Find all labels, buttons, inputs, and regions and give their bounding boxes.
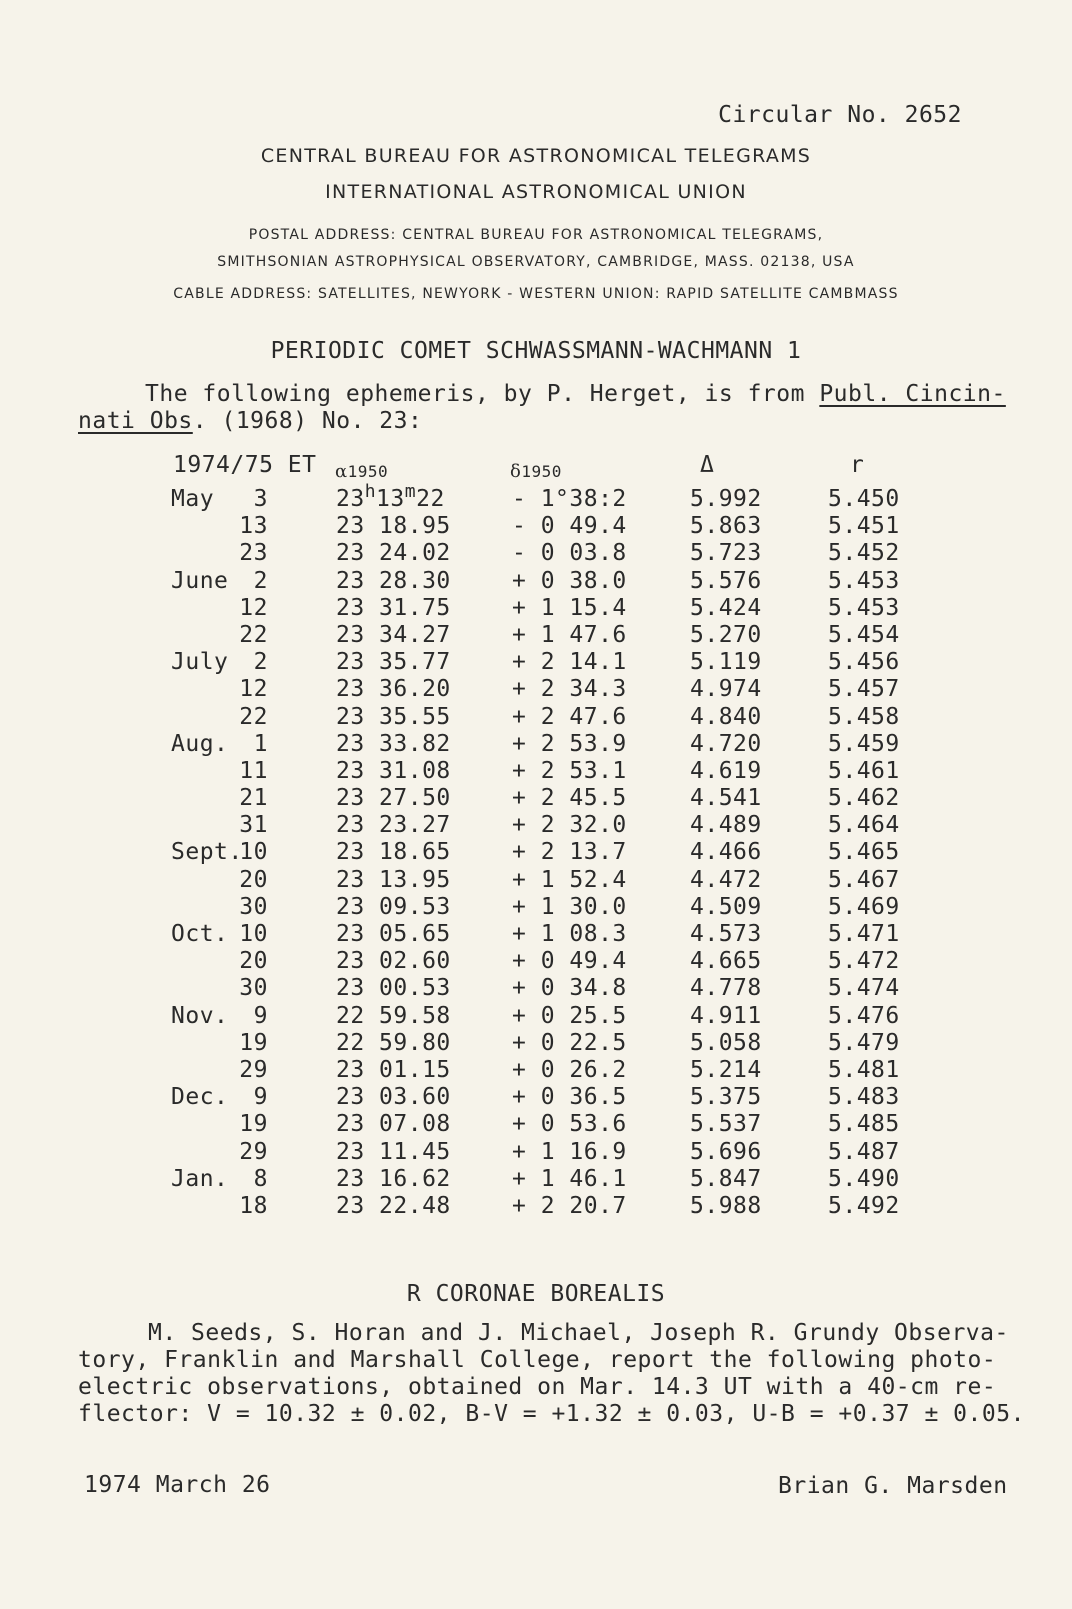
row-day: 13 — [239, 513, 268, 540]
column-header-date: 1974/75 ET — [173, 452, 317, 478]
row-ra: 23 16.62 — [336, 1165, 451, 1192]
rcb-paragraph-line: electric observations, obtained on Mar. 14.3 UT with a 40-cm re- — [78, 1374, 997, 1400]
row-r: 5.490 — [828, 1165, 900, 1192]
intro-text: The following ephemeris, by P. Herget, is from — [145, 381, 820, 407]
row-day: 11 — [239, 757, 268, 784]
comet-intro-line2 — [78, 408, 422, 434]
row-day: 21 — [239, 785, 268, 812]
row-ra: 23 18.95 — [336, 513, 451, 540]
row-month: July — [171, 649, 229, 676]
row-r: 5.492 — [828, 1192, 900, 1219]
row-r: 5.476 — [828, 1002, 900, 1029]
row-r: 5.479 — [828, 1029, 900, 1056]
table-row — [0, 921, 1072, 948]
row-day: 22 — [239, 703, 268, 730]
row-r: 5.452 — [828, 540, 900, 567]
table-row — [0, 867, 1072, 894]
row-delta: 5.375 — [690, 1084, 762, 1111]
table-row — [0, 568, 1072, 595]
row-r: 5.457 — [828, 676, 900, 703]
row-dec: + 2 34.3 — [512, 676, 627, 703]
row-ra: 23 18.65 — [336, 839, 451, 866]
row-delta: 4.778 — [690, 975, 762, 1002]
row-month: Aug. — [171, 730, 229, 757]
circular-date: 1974 March 26 — [84, 1472, 271, 1498]
row-day: 30 — [239, 975, 268, 1002]
rcb-paragraph-line: M. Seeds, S. Horan and J. Michael, Joseph R. Grundy Observa- — [148, 1320, 1009, 1346]
table-row — [0, 812, 1072, 839]
row-delta: 4.489 — [690, 812, 762, 839]
table-row — [0, 1057, 1072, 1084]
row-ra: 23 34.27 — [336, 621, 451, 648]
row-day: 12 — [239, 594, 268, 621]
row-delta: 4.541 — [690, 785, 762, 812]
circular-number: Circular No. 2652 — [718, 102, 962, 128]
row-month: Dec. — [171, 1084, 229, 1111]
row-ra: 23 36.20 — [336, 676, 451, 703]
row-month: May — [171, 486, 215, 512]
row-r: 5.451 — [828, 513, 900, 540]
table-row — [0, 481, 1072, 513]
ephemeris-table — [0, 481, 1072, 1220]
row-dec: - 0 03.8 — [512, 540, 627, 567]
observatory-address-line: SMITHSONIAN ASTROPHYSICAL OBSERVATORY, CAMBRIDGE, MASS. 02138, USA — [217, 254, 855, 270]
table-row — [0, 540, 1072, 567]
row-day: 9 — [253, 1002, 268, 1029]
row-dec: + 0 38.0 — [512, 567, 627, 594]
table-row — [0, 1084, 1072, 1111]
postal-address-line: POSTAL ADDRESS: CENTRAL BUREAU FOR ASTRONOMICAL TELEGRAMS, — [248, 227, 824, 243]
table-row — [0, 622, 1072, 649]
row-day: 20 — [239, 866, 268, 893]
table-row — [0, 649, 1072, 676]
intro-text-tail: . (1968) No. 23: — [192, 408, 423, 434]
column-header-r: r — [850, 452, 865, 478]
row-r: 5.485 — [828, 1111, 900, 1138]
table-row — [0, 1193, 1072, 1220]
row-ra: 23 02.60 — [336, 948, 451, 975]
rcb-paragraph-line: flector: V = 10.32 ± 0.02, B-V = +1.32 ± 0.03, U-B = +0.37 ± 0.05. — [78, 1401, 1025, 1427]
row-ra: 23 05.65 — [336, 921, 451, 947]
table-row — [0, 1166, 1072, 1193]
row-r: 5.481 — [828, 1056, 900, 1083]
row-month: Nov. — [171, 1002, 229, 1029]
row-delta: 4.509 — [690, 893, 762, 920]
table-row — [0, 704, 1072, 731]
cable-address-line: CABLE ADDRESS: SATELLITES, NEWYORK - WESTERN UNION: RAPID SATELLITE CAMBMASS — [173, 286, 899, 302]
row-delta: 5.988 — [690, 1192, 762, 1219]
row-ra: 23 09.53 — [336, 893, 451, 920]
editor-signature: Brian G. Marsden — [778, 1473, 1008, 1499]
table-row — [0, 758, 1072, 785]
row-r: 5.453 — [828, 567, 900, 594]
row-delta: 4.911 — [690, 1002, 762, 1029]
row-ra: 23 01.15 — [336, 1056, 451, 1083]
column-header-ra: α1950 — [335, 461, 389, 482]
row-month: June — [171, 567, 229, 594]
row-dec: + 2 13.7 — [512, 839, 627, 866]
row-r: 5.450 — [828, 486, 900, 512]
table-row — [0, 1003, 1072, 1030]
row-ra: 23 03.60 — [336, 1084, 451, 1111]
table-row — [0, 785, 1072, 812]
row-r: 5.487 — [828, 1138, 900, 1165]
table-row — [0, 1139, 1072, 1166]
publication-ref-part1: Publ. Cincin- — [819, 381, 1006, 407]
bureau-name: CENTRAL BUREAU FOR ASTRONOMICAL TELEGRAMS — [260, 145, 812, 167]
row-ra: 23 24.02 — [336, 540, 451, 567]
row-r: 5.465 — [828, 839, 900, 866]
table-row — [0, 676, 1072, 703]
row-day: 2 — [253, 649, 268, 676]
table-row — [0, 894, 1072, 921]
row-ra: 23 22.48 — [336, 1192, 451, 1219]
row-delta: 4.665 — [690, 948, 762, 975]
row-delta: 5.058 — [690, 1029, 762, 1056]
row-ra: 23 35.55 — [336, 703, 451, 730]
row-day: 29 — [239, 1138, 268, 1165]
row-ra: 23 00.53 — [336, 975, 451, 1002]
row-ra: 23 23.27 — [336, 812, 451, 839]
row-dec: + 1 08.3 — [512, 921, 627, 947]
row-ra: 23 28.30 — [336, 567, 451, 594]
column-header-delta: Δ — [700, 452, 715, 478]
row-dec: + 2 53.9 — [512, 730, 627, 757]
row-delta: 4.472 — [690, 866, 762, 893]
row-delta: 4.466 — [690, 839, 762, 866]
row-delta: 5.723 — [690, 540, 762, 567]
publication-ref-part2: nati Obs — [78, 408, 193, 434]
row-ra: 22 59.80 — [336, 1029, 451, 1056]
row-delta: 5.576 — [690, 567, 762, 594]
row-r: 5.474 — [828, 975, 900, 1002]
table-row — [0, 975, 1072, 1002]
row-dec: + 1 16.9 — [512, 1138, 627, 1165]
row-day: 19 — [239, 1029, 268, 1056]
row-dec: + 2 32.0 — [512, 812, 627, 839]
row-delta: 5.847 — [690, 1165, 762, 1192]
row-dec: + 0 34.8 — [512, 975, 627, 1002]
row-r: 5.461 — [828, 757, 900, 784]
union-name: INTERNATIONAL ASTRONOMICAL UNION — [325, 181, 747, 203]
row-dec: + 0 26.2 — [512, 1056, 627, 1083]
row-r: 5.458 — [828, 703, 900, 730]
row-dec: + 1 15.4 — [512, 594, 627, 621]
row-day: 12 — [239, 676, 268, 703]
row-delta: 5.537 — [690, 1111, 762, 1138]
row-r: 5.469 — [828, 893, 900, 920]
row-delta: 4.974 — [690, 676, 762, 703]
row-dec: + 1 30.0 — [512, 893, 627, 920]
row-dec: + 2 14.1 — [512, 649, 627, 676]
row-day: 10 — [239, 921, 268, 947]
row-r: 5.454 — [828, 621, 900, 648]
row-r: 5.453 — [828, 594, 900, 621]
row-day: 8 — [253, 1165, 268, 1192]
row-day: 9 — [253, 1084, 268, 1111]
row-r: 5.483 — [828, 1084, 900, 1111]
row-r: 5.472 — [828, 948, 900, 975]
table-row — [0, 513, 1072, 540]
row-dec: + 2 20.7 — [512, 1192, 627, 1219]
row-ra: 23 13.95 — [336, 866, 451, 893]
table-row — [0, 839, 1072, 866]
table-row — [0, 948, 1072, 975]
row-month: Sept. — [171, 839, 243, 866]
comet-intro-line1 — [145, 381, 1006, 407]
row-r: 5.459 — [828, 730, 900, 757]
row-ra: 22 59.58 — [336, 1002, 451, 1029]
row-month: Oct. — [171, 921, 229, 947]
row-day: 10 — [239, 839, 268, 866]
table-row — [0, 1111, 1072, 1138]
row-delta: 4.840 — [690, 703, 762, 730]
row-day: 2 — [253, 567, 268, 594]
row-ra: 23 31.08 — [336, 757, 451, 784]
rcb-title: R CORONAE BOREALIS — [406, 1281, 666, 1307]
row-dec: + 1 47.6 — [512, 621, 627, 648]
row-dec: + 2 47.6 — [512, 703, 627, 730]
row-delta: 4.720 — [690, 730, 762, 757]
row-day: 22 — [239, 621, 268, 648]
row-day: 29 — [239, 1056, 268, 1083]
row-ra: 23 33.82 — [336, 730, 451, 757]
table-row — [0, 595, 1072, 622]
row-r: 5.456 — [828, 649, 900, 676]
row-delta: 5.119 — [690, 649, 762, 676]
row-dec: + 2 45.5 — [512, 785, 627, 812]
row-dec: + 0 49.4 — [512, 948, 627, 975]
row-ra: 23 35.77 — [336, 649, 451, 676]
row-month: Jan. — [171, 1165, 229, 1192]
row-day: 20 — [239, 948, 268, 975]
row-delta: 5.696 — [690, 1138, 762, 1165]
table-row — [0, 731, 1072, 758]
row-day: 19 — [239, 1111, 268, 1138]
row-day: 3 — [253, 486, 268, 512]
row-day: 1 — [253, 730, 268, 757]
row-day: 23 — [239, 540, 268, 567]
row-ra: 23$^h$13$^m$22 — [336, 481, 445, 512]
row-dec: + 2 53.1 — [512, 757, 627, 784]
row-dec: + 0 36.5 — [512, 1084, 627, 1111]
row-r: 5.467 — [828, 866, 900, 893]
row-r: 5.462 — [828, 785, 900, 812]
row-delta: 5.270 — [690, 621, 762, 648]
row-dec: + 0 25.5 — [512, 1002, 627, 1029]
table-row — [0, 1030, 1072, 1057]
row-dec: + 1 46.1 — [512, 1165, 627, 1192]
row-r: 5.471 — [828, 921, 900, 947]
row-r: 5.464 — [828, 812, 900, 839]
row-ra: 23 31.75 — [336, 594, 451, 621]
comet-title: PERIODIC COMET SCHWASSMANN-WACHMANN 1 — [270, 338, 802, 364]
row-delta: 4.619 — [690, 757, 762, 784]
row-dec: + 0 53.6 — [512, 1111, 627, 1138]
rcb-paragraph-line: tory, Franklin and Marshall College, report the following photo- — [78, 1347, 997, 1373]
row-dec: + 0 22.5 — [512, 1029, 627, 1056]
row-delta: 5.214 — [690, 1056, 762, 1083]
row-dec: - 0 49.4 — [512, 513, 627, 540]
column-header-dec: δ1950 — [510, 461, 562, 482]
row-delta: 5.863 — [690, 513, 762, 540]
row-ra: 23 11.45 — [336, 1138, 451, 1165]
row-dec: - 1°38:2 — [512, 486, 627, 512]
row-dec: + 1 52.4 — [512, 866, 627, 893]
row-ra: 23 27.50 — [336, 785, 451, 812]
row-delta: 5.992 — [690, 486, 762, 512]
row-day: 31 — [239, 812, 268, 839]
row-day: 18 — [239, 1192, 268, 1219]
row-delta: 4.573 — [690, 921, 762, 947]
row-ra: 23 07.08 — [336, 1111, 451, 1138]
row-day: 30 — [239, 893, 268, 920]
row-delta: 5.424 — [690, 594, 762, 621]
